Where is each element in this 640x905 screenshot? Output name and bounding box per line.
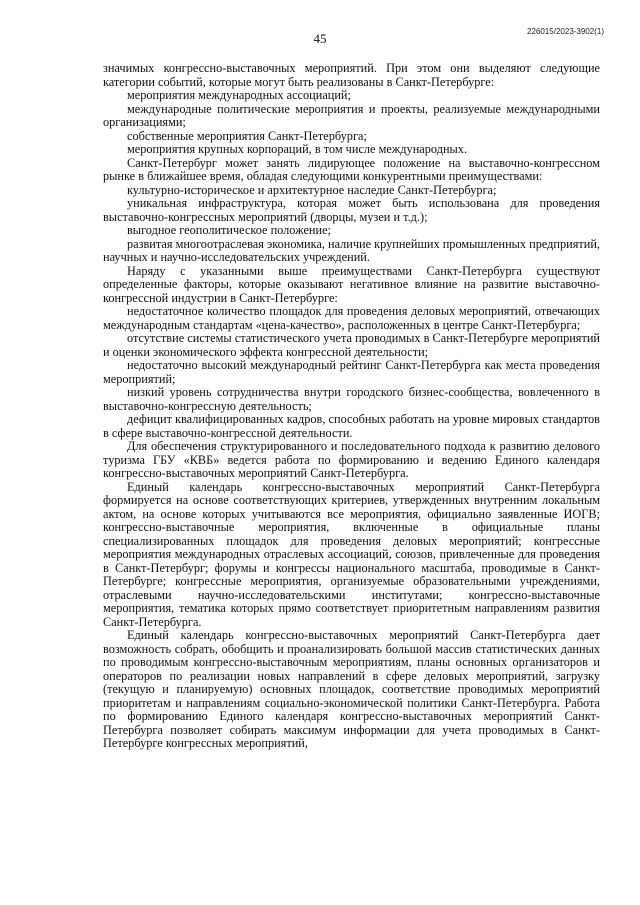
paragraph: Наряду с указанными выше преимуществами Санкт-Петербурга существуют определенные факторы, которые оказывают негативное влияние на развитие выставочно-конгрессной индустрии в Санкт-Петербурге: <box>103 263 600 305</box>
paragraph: уникальная инфраструктура, которая может быть использована для проведения выставочно-конгрессных мероприятий (дворцы, музеи и т.д.); <box>103 196 600 224</box>
page-number: 45 <box>313 31 327 46</box>
paragraph: недостаточно высокий международный рейтинг Санкт-Петербурга как места проведения мероприятий; <box>103 358 600 386</box>
paragraph: культурно-историческое и архитектурное наследие Санкт-Петербурга; <box>127 182 497 197</box>
paragraph: собственные мероприятия Санкт-Петербурга; <box>127 128 367 143</box>
document-id: 226015/2023-3902(1) <box>527 27 604 36</box>
paragraph: Для обеспечения структурированного и последовательного подхода к развитию делового туризма ГБУ «КВБ» ведется работа по формированию и ведению Единого календаря конгрессно-выставочных мероприятий Санкт-Петербурга. <box>103 439 600 480</box>
paragraph: Единый календарь конгрессно-выставочных мероприятий Санкт-Петербурга формируется на основе соответствующих критериев, утвержденных внутренним локальным актом, на основе которых учитываются все мероприятия, официально заявленные ИОГВ; конгрессно-выставочные мероприятия, включенные в официальные планы специализированных площадок для проведения деловых мероприятий; конгрессные мероприятия международных отраслевых ассоциаций, союзов, привлеченные для проведения в Санкт-Петербург; форумы и конгрессы национального масштаба, проводимые в Санкт-Петербурге; конгрессные мероприятия, организуемые образовательными учреждениями, отраслевыми научно-исследовательскими институтами; конгрессно-выставочные мероприятия, тематика которых прямо соответствует приоритетным направлениям развития Санкт-Петербурга. <box>103 479 600 629</box>
paragraph: развитая многоотраслевая экономика, наличие крупнейших промышленных предприятий, научных и научно-исследовательских учреждений. <box>103 236 600 264</box>
paragraph: мероприятия международных ассоциаций; <box>127 88 351 102</box>
paragraph: дефицит квалифицированных кадров, способных работать на уровне мировых стандартов в сфере выставочно-конгрессной деятельности. <box>103 412 600 440</box>
document-body <box>103 62 600 751</box>
paragraph: недостаточное количество площадок для проведения деловых мероприятий, отвечающих международным стандартам «цена-качество», расположенных в центре Санкт-Петербурга; <box>103 304 600 332</box>
paragraph: Санкт-Петербург может занять лидирующее положение на выставочно-конгрессном рынке в ближайшее время, обладая следующими конкурентными преимуществами: <box>103 155 600 183</box>
paragraph: низкий уровень сотрудничества внутри городского бизнес-сообщества, вовлеченного в выставочно-конгрессную деятельность; <box>103 385 600 413</box>
paragraph: выгодное геополитическое положение; <box>127 223 331 237</box>
paragraph: мероприятия крупных корпораций, в том числе международных. <box>127 142 468 156</box>
paragraph: отсутствие системы статистического учета проводимых в Санкт-Петербурге мероприятий и оценки экономического эффекта конгрессной деятельности; <box>103 331 600 359</box>
paragraph: значимых конгрессно-выставочных мероприятий. При этом они выделяют следующие категории событий, которые могут быть реализованы в Санкт-Петербурге: <box>103 61 600 89</box>
paragraph: Единый календарь конгрессно-выставочных мероприятий Санкт-Петербурга дает возможность собрать, обобщить и проанализировать большой массив статистических данных по проводимым конгрессно-выставочным мероприятиям, планы основных организаторов и операторов по реализации новых направлений в сфере деловых мероприятий, загрузку (текущую и планируемую) основных площадок, соответствие проводимых мероприятий приоритетам и направлениям социально-экономической политики Санкт-Петербурга. Работа по формированию Единого календаря конгрессно-выставочных мероприятий Санкт-Петербурга позволяет собирать максимум информации для учета проводимых в Санкт-Петербурге конгрессных мероприятий, <box>103 628 600 750</box>
paragraph: международные политические мероприятия и проекты, реализуемые международными организациями; <box>103 101 600 129</box>
